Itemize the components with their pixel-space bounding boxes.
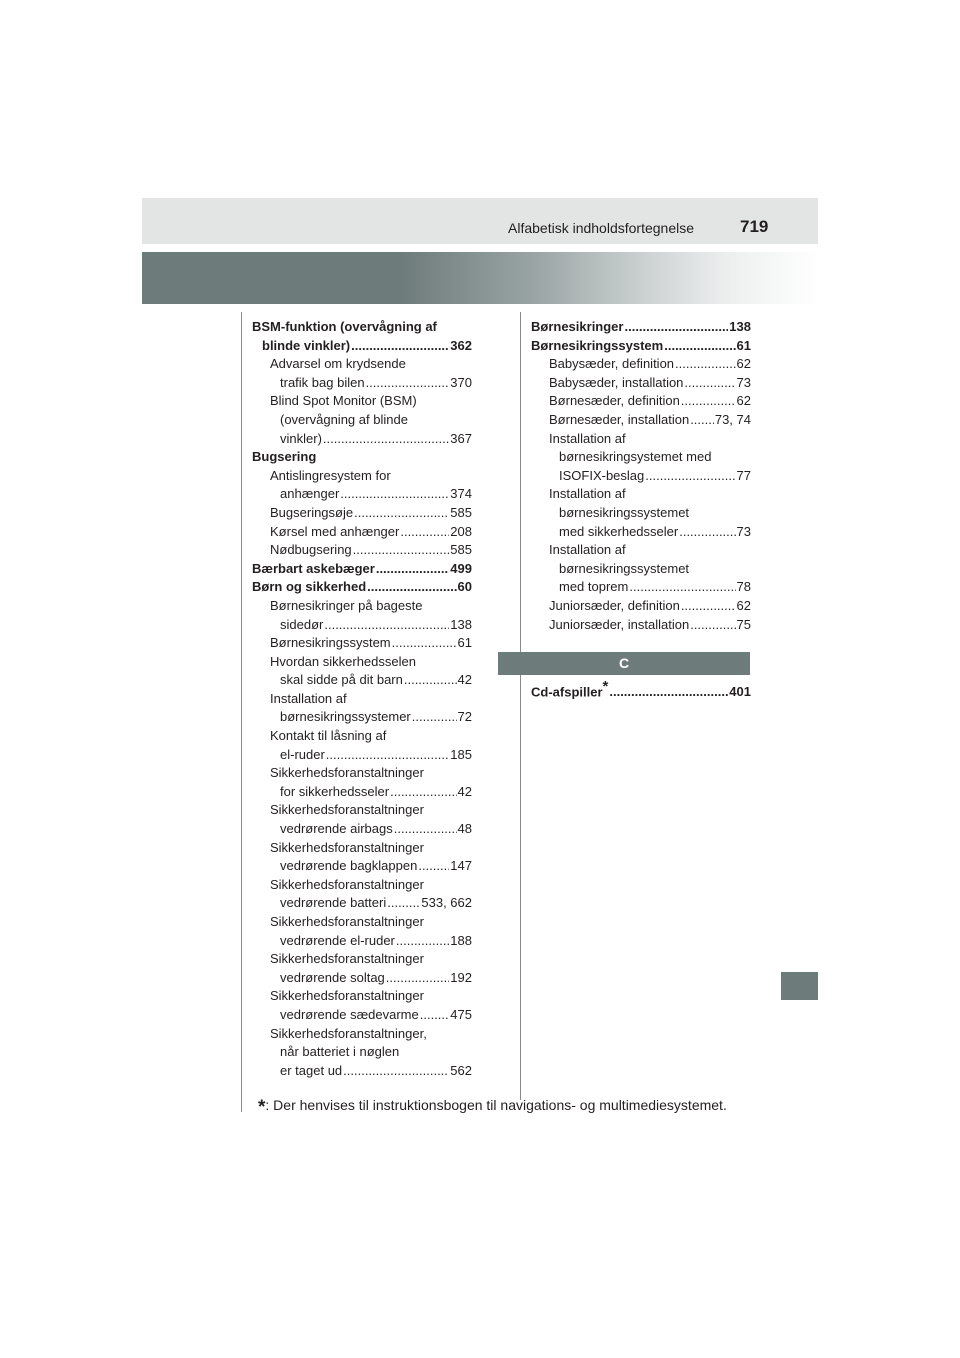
leader-dots	[386, 969, 450, 988]
entry-page: 367	[450, 430, 472, 446]
leader-dots	[390, 783, 456, 802]
index-column-right	[531, 318, 751, 634]
entry-text: vedrørende batteri	[280, 895, 387, 911]
leader-dots	[387, 894, 420, 913]
leader-dots	[420, 1006, 450, 1025]
index-entry	[252, 913, 472, 932]
entry-text: anhænger	[280, 486, 340, 502]
leader-dots	[681, 597, 736, 616]
index-entry	[252, 448, 472, 467]
index-entry[interactable]	[531, 374, 751, 393]
entry-text: Sikkerhedsforanstaltninger	[270, 876, 424, 892]
entry-text: Sikkerhedsforanstaltninger	[270, 914, 424, 929]
entry-page: 61	[457, 635, 472, 651]
leader-dots	[396, 932, 449, 951]
leader-dots	[367, 578, 456, 597]
index-entry	[252, 690, 472, 709]
entry-text: Kørsel med anhænger	[270, 523, 400, 539]
entry-text: vedrørende el-ruder	[280, 932, 395, 948]
index-entry	[252, 1043, 472, 1062]
index-entry[interactable]	[252, 857, 472, 876]
index-entry	[252, 839, 472, 858]
entry-text: Sikkerhedsforanstaltninger	[270, 765, 424, 781]
entry-text: Babysæder, definition	[549, 356, 675, 372]
entry-text: Installation af	[549, 430, 626, 446]
entry-text: Sikkerhedsforanstaltninger	[270, 951, 424, 967]
leader-dots	[679, 523, 735, 542]
entry-text: Advarsel om krydsende	[270, 356, 406, 372]
entry-text: Bugseringsøje	[270, 504, 354, 520]
leader-dots	[340, 485, 449, 504]
leader-dots	[629, 578, 735, 597]
entry-page: 62	[736, 597, 751, 613]
index-entry	[531, 485, 751, 504]
index-entry[interactable]	[252, 616, 472, 635]
leader-dots	[394, 820, 457, 839]
leader-dots	[326, 746, 450, 765]
index-entry[interactable]	[531, 467, 751, 486]
entry-text: for sikkerhedsseler	[280, 783, 390, 799]
entry-page: 42	[457, 672, 472, 688]
index-entry[interactable]	[252, 560, 472, 579]
entry-text: børnesikringssystemet	[559, 560, 690, 576]
entry-text: Cd-afspiller	[531, 684, 603, 700]
entry-text: BSM-funktion (overvågning af	[252, 319, 437, 334]
entry-page: 185	[450, 746, 472, 762]
entry-page: 562	[450, 1062, 472, 1078]
entry-page: 475	[450, 1006, 472, 1022]
entry-text: skal sidde på dit barn	[280, 672, 403, 688]
entry-page: 585	[450, 542, 472, 558]
leader-dots	[609, 684, 728, 699]
entry-page: 192	[450, 969, 472, 985]
index-entry[interactable]	[252, 1062, 472, 1081]
index-entry	[252, 727, 472, 746]
entry-page: 77	[736, 467, 751, 483]
leader-dots	[366, 374, 450, 393]
entry-page: 147	[450, 858, 472, 874]
index-column-left	[252, 318, 472, 1080]
entry-text: Børnesikringer	[531, 319, 624, 334]
entry-page: 374	[450, 486, 472, 502]
entry-page: 188	[450, 932, 472, 948]
index-entry	[252, 355, 472, 374]
entry-text: Babysæder, installation	[549, 374, 684, 390]
index-entry[interactable]	[252, 969, 472, 988]
entry-text: trafik bag bilen	[280, 374, 365, 390]
leader-dots	[343, 1062, 449, 1081]
entry-page: 362	[450, 337, 472, 353]
entry-text: Børnesikringer på bageste	[270, 597, 423, 613]
header-title: Alfabetisk indholdsfortegnelse	[508, 220, 695, 236]
index-entry[interactable]	[531, 337, 751, 356]
entry-page: 48	[457, 821, 472, 837]
leader-dots	[664, 337, 735, 356]
header-gradient-band	[142, 252, 818, 304]
leader-dots	[353, 541, 450, 560]
entry-text: Hvordan sikkerhedsselen	[270, 653, 416, 669]
index-entry	[252, 950, 472, 969]
footnote-text: : Der henvises til instruktionsbogen til navigations- og multimediesystemet.	[265, 1097, 727, 1113]
footnote-marker: *	[602, 678, 609, 695]
index-entry[interactable]	[252, 578, 472, 597]
entry-page: 138	[729, 319, 751, 334]
entry-text: vedrørende soltag	[280, 969, 385, 985]
index-entry[interactable]	[252, 430, 472, 449]
index-entry[interactable]	[531, 318, 751, 337]
entry-text: Bugsering	[252, 449, 317, 465]
leader-dots	[418, 857, 449, 876]
entry-text: Antislingresystem for	[270, 467, 391, 483]
entry-text: Installation af	[549, 542, 626, 558]
leader-dots	[351, 337, 449, 356]
index-entry[interactable]	[252, 783, 472, 802]
leader-dots	[624, 318, 728, 337]
index-entry	[252, 597, 472, 616]
entry-text: Sikkerhedsforanstaltninger	[270, 988, 424, 1004]
entry-page: 499	[450, 560, 472, 576]
index-entry[interactable]	[252, 485, 472, 504]
entry-page: 61	[736, 337, 751, 353]
entry-text: Sikkerhedsforanstaltninger	[270, 802, 424, 818]
entry-text: vedrørende airbags	[280, 821, 393, 837]
leader-dots	[684, 374, 735, 393]
index-entry	[252, 876, 472, 895]
entry-text: Børnesikringssystem	[531, 337, 664, 353]
leader-dots	[400, 523, 449, 542]
entry-page: 533, 662	[421, 895, 472, 911]
entry-text: (overvågning af blinde	[280, 411, 408, 427]
index-entry[interactable]	[252, 523, 472, 542]
entry-text: vedrørende bagklappen	[280, 858, 418, 874]
index-entry[interactable]	[531, 578, 751, 597]
index-entry[interactable]	[531, 523, 751, 542]
leader-dots	[392, 634, 457, 653]
entry-page: 73	[736, 374, 751, 390]
index-entry	[252, 1025, 472, 1044]
index-entry	[531, 560, 751, 579]
entry-text: Sikkerhedsforanstaltninger	[270, 839, 424, 855]
left-margin-rule	[241, 312, 242, 1112]
entry-text: er taget ud	[280, 1062, 343, 1078]
entry-page: 73	[736, 523, 751, 539]
entry-text: børnesikringssystemer	[280, 709, 411, 725]
page-number: 719	[740, 217, 769, 236]
leader-dots	[376, 560, 449, 579]
leader-dots	[645, 467, 735, 486]
entry-text: el-ruder	[280, 746, 325, 762]
thumb-index-tab	[781, 972, 818, 1000]
entry-page: 208	[450, 523, 472, 539]
entry-page: 73, 74	[714, 411, 751, 427]
entry-text: Børnesikringssystem	[270, 635, 391, 651]
entry-page: 78	[736, 579, 751, 595]
entry-text: sidedør	[280, 616, 324, 632]
index-entry[interactable]	[252, 708, 472, 727]
index-entry-cd-afspiller[interactable]	[531, 678, 751, 699]
index-entry	[252, 411, 472, 430]
entry-text: blinde vinkler)	[262, 337, 351, 353]
leader-dots	[324, 616, 449, 635]
index-entry	[531, 448, 751, 467]
header-bar	[142, 198, 818, 244]
entry-page: 72	[457, 709, 472, 725]
index-entry	[252, 392, 472, 411]
entry-text: Juniorsæder, definition	[549, 597, 680, 613]
entry-text: vedrørende sædevarme	[280, 1006, 419, 1022]
entry-text: Børnesæder, definition	[549, 393, 680, 409]
index-entry[interactable]	[252, 634, 472, 653]
entry-text: Blind Spot Monitor (BSM)	[270, 393, 417, 409]
index-entry	[531, 504, 751, 523]
index-entry[interactable]	[252, 746, 472, 765]
leader-dots	[690, 411, 714, 430]
entry-text: børnesikringssystemet	[559, 504, 690, 520]
leader-dots	[675, 355, 736, 374]
index-entry	[252, 801, 472, 820]
entry-text: Kontakt til låsning af	[270, 728, 387, 744]
entry-text: børnesikringsystemet med	[559, 449, 712, 465]
index-entry	[252, 318, 472, 337]
index-entry[interactable]	[252, 820, 472, 839]
entry-text: med toprem	[559, 579, 629, 595]
index-entry[interactable]	[252, 504, 472, 523]
entry-page: 75	[736, 616, 751, 632]
column-divider-rule	[520, 312, 521, 1100]
index-entry[interactable]	[252, 1006, 472, 1025]
entry-text: Bærbart askebæger	[252, 560, 375, 576]
entry-text: Børnesæder, installation	[549, 411, 690, 427]
footnote-star: *	[258, 1097, 266, 1118]
entry-page: 62	[736, 393, 751, 409]
index-entry[interactable]	[252, 374, 472, 393]
leader-dots	[354, 504, 449, 523]
entry-text: Børn og sikkerhed	[252, 579, 367, 595]
entry-page: 60	[457, 579, 472, 595]
entry-page: 370	[450, 374, 472, 390]
index-entry[interactable]	[531, 355, 751, 374]
leader-dots	[404, 671, 457, 690]
entry-page: 62	[736, 356, 751, 372]
entry-page: 585	[450, 504, 472, 520]
index-entry[interactable]	[252, 894, 472, 913]
leader-dots	[323, 430, 449, 449]
entry-page: 401	[729, 684, 751, 700]
entry-page: 138	[450, 616, 472, 632]
entry-text: Nødbugsering	[270, 542, 352, 558]
entry-text: med sikkerhedsseler	[559, 523, 679, 539]
entry-text: vinkler)	[280, 430, 322, 446]
index-entry[interactable]	[252, 337, 472, 356]
footnote	[258, 1097, 727, 1119]
entry-page: 42	[457, 783, 472, 799]
index-entry[interactable]	[531, 392, 751, 411]
index-entry	[252, 764, 472, 783]
entry-text: når batteriet i nøglen	[280, 1044, 400, 1060]
index-entry[interactable]	[252, 671, 472, 690]
entry-text: Juniorsæder, installation	[549, 616, 690, 632]
leader-dots	[681, 392, 736, 411]
index-entry[interactable]	[252, 932, 472, 951]
section-header-c: C	[498, 652, 750, 675]
index-entry	[531, 541, 751, 560]
leader-dots	[690, 616, 735, 635]
index-entry[interactable]	[531, 616, 751, 635]
index-entry[interactable]	[252, 541, 472, 560]
entry-text: Sikkerhedsforanstaltninger,	[270, 1025, 427, 1041]
index-entry[interactable]	[531, 411, 751, 430]
index-entry	[252, 653, 472, 672]
leader-dots	[412, 708, 457, 727]
entry-text: Installation af	[270, 690, 347, 706]
index-entry	[531, 430, 751, 449]
entry-text: Installation af	[549, 486, 626, 502]
index-entry[interactable]	[531, 597, 751, 616]
index-entry	[252, 987, 472, 1006]
entry-text: ISOFIX-beslag	[559, 467, 645, 483]
index-entry	[252, 467, 472, 486]
